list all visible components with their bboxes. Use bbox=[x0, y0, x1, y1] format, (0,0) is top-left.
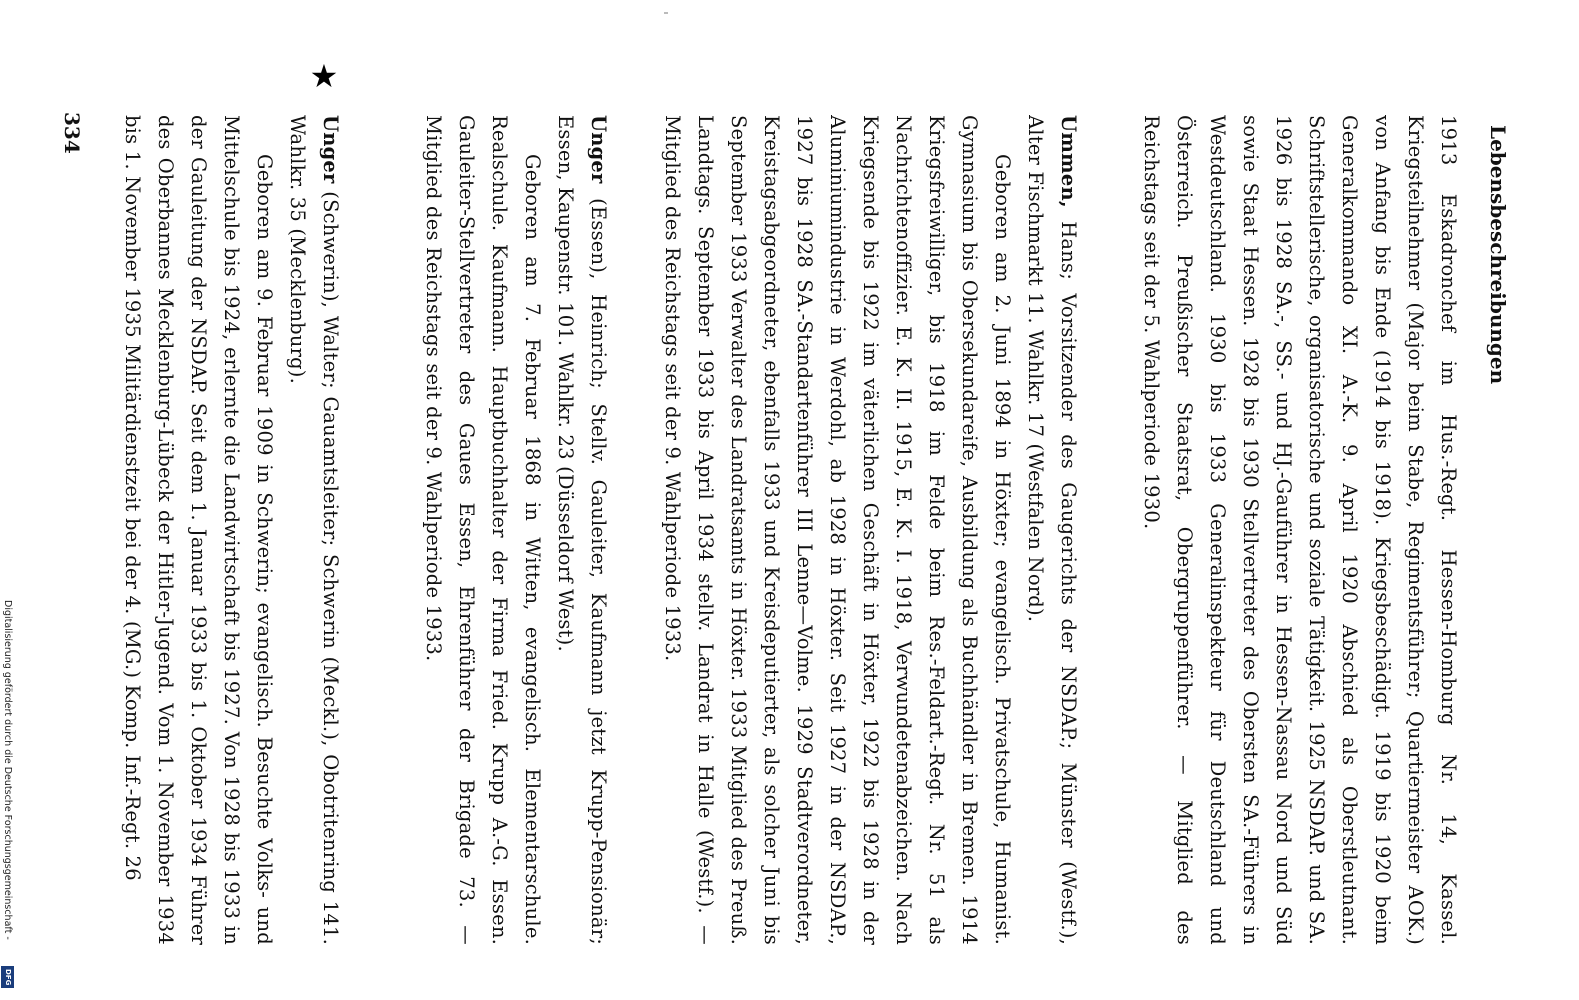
entry-ummen-head-text: Hans; Vorsitzender des Gaugerichts der NSDAP.; Münster (Westf.), Alter Fischmarkt 11. Wahlkr. 17 (Westfalen Nord). bbox=[1024, 115, 1080, 945]
entry-unger-schwerin-head bbox=[281, 115, 347, 945]
dfg-logo: DFG bbox=[1, 966, 14, 988]
entry-ummen bbox=[640, 115, 1085, 945]
entry-unger-essen-body: Geboren am 7. Februar 1868 in Witten, evangelisch. Elementarschule. Realschule. Kaufmann. Hauptbuchhalter der Firma Fried. Krupp A.-G. Essen. Gauleiter-Stellvertreter des Gaues Essen, Ehrenführer der Brigade 73. — Mitglied des Reichstags seit der 9. Wahlperiode 1933. bbox=[422, 115, 544, 945]
running-header: Lebensbeschreibungen bbox=[1486, 125, 1510, 385]
entry-unger-essen-name: Unger bbox=[587, 115, 610, 184]
entry-unger-schwerin-name: Unger bbox=[319, 115, 342, 184]
entry-unger-essen-head bbox=[549, 115, 615, 945]
entry-ummen-body: Geboren am 2. Juni 1894 in Höxter; evangelisch. Privatschule, Humanist. Gymnasium bis Obersekundareife, Ausbildung als Buchhändler in Bremen. 1914 Kriegsfreiwilliger, bis 1918 im Felde beim Res.-Feldart.-Regt. Nr. 51 als Nachrichtenoffizier. E. K. II. 1915, E. K. I. 1918, Verwundetenabzeichen. Nach Kriegsende bis 1922 im väterlichen Geschäft in Höxter, 1922 bis 1928 in der Aluminiumindustrie in Werdohl, ab 1928 in Höxter. Seit 1927 in der NSDAP., 1927 bis 1928 SA.-Standartenführer III Lenne—Volme. 1929 Stadtverordneter, Kreistagsabgeordneter, ebenfalls 1933 und Kreisdeputierter, als solcher Juni bis September 1933 Verwalter des Landratsamts in Höxter. 1933 Mitglied des Preuß. Landtags. September 1933 bis April 1934 stellv. Landrat in Halle (Westf.). — Mitglied des Reichstags seit der 9. Wahlperiode 1933. bbox=[661, 115, 1014, 945]
star-icon: ★ bbox=[309, 57, 339, 95]
page-number: 334 bbox=[60, 112, 84, 154]
entry-ummen-name: Ummen, bbox=[1057, 115, 1080, 208]
continuation-text: 1913 Eskadronchef im Hus.-Regt. Hessen-Homburg Nr. 14, Kassel. Kriegsteilnehmer (Major beim Stabe, Regimentsführer; Quartiermeister AOK.) von Anfang bis Ende (1914 bis 1918). Kriegsbeschädigt. 1919 bis 1920 beim Generalkommando XI. A.-K. 9. April 1920 Abschied als Oberstleutnant. Schriftstellerische, organisatorische und soziale Tätigkeit. 1925 NSDAP. und SA. 1926 bis 1928 SA.-, SS.- und HJ.-Gauführer in Hessen-Nassau Nord und Süd sowie Staat Hessen. 1928 bis 1930 Stellvertreter des Obersten SA.-Führers in Westdeutschland. 1930 bis 1933 Generalinspekteur für Deutschland und Österreich. Preußischer Staatsrat, Obergruppenführer. — Mitglied des Reichstags seit der 5. Wahlperiode 1930. bbox=[1140, 115, 1460, 945]
digitization-footer: Digitalisierung gefördert durch die Deutsche Forschungsgemeinschaft - bbox=[2, 600, 13, 940]
scan-mark bbox=[664, 12, 668, 14]
entry-unger-essen-head-text: (Essen), Heinrich; Stellv. Gauleiter, Kaufmann jetzt Krupp-Pensionär; Essen, Kaupenstr. 101. Wahlkr. 23 (Düsseldorf West). bbox=[554, 115, 610, 945]
entry-unger-essen bbox=[390, 115, 615, 945]
entry-ummen-head bbox=[1019, 115, 1085, 945]
entry-continuation bbox=[1120, 115, 1465, 945]
entry-unger-schwerin-head-text: (Schwerin), Walter; Gauamtsleiter; Schwerin (Meckl.), Obotritenring 141. Wahlkr. 35 (Mecklenburg). bbox=[286, 115, 342, 945]
entry-unger-schwerin-body: Geboren am 9. Februar 1909 in Schwerin; evangelisch. Besuchte Volks- und Mittelschule bis 1924, erlernte die Landwirtschaft bis 1927. Von 1928 bis 1933 in der Gauleitung der NSDAP. Seit dem 1. Januar 1933 bis 1. Oktober 1934 Führer des Oberbannes Mecklenburg-Lübeck der Hitler-Jugend. Vom 1. November 1934 bis 1. November 1935 Militärdienstzeit bei der 4. (MG.) Komp. Inf.-Regt. 26 bbox=[121, 115, 276, 945]
entry-unger-schwerin bbox=[112, 115, 347, 945]
